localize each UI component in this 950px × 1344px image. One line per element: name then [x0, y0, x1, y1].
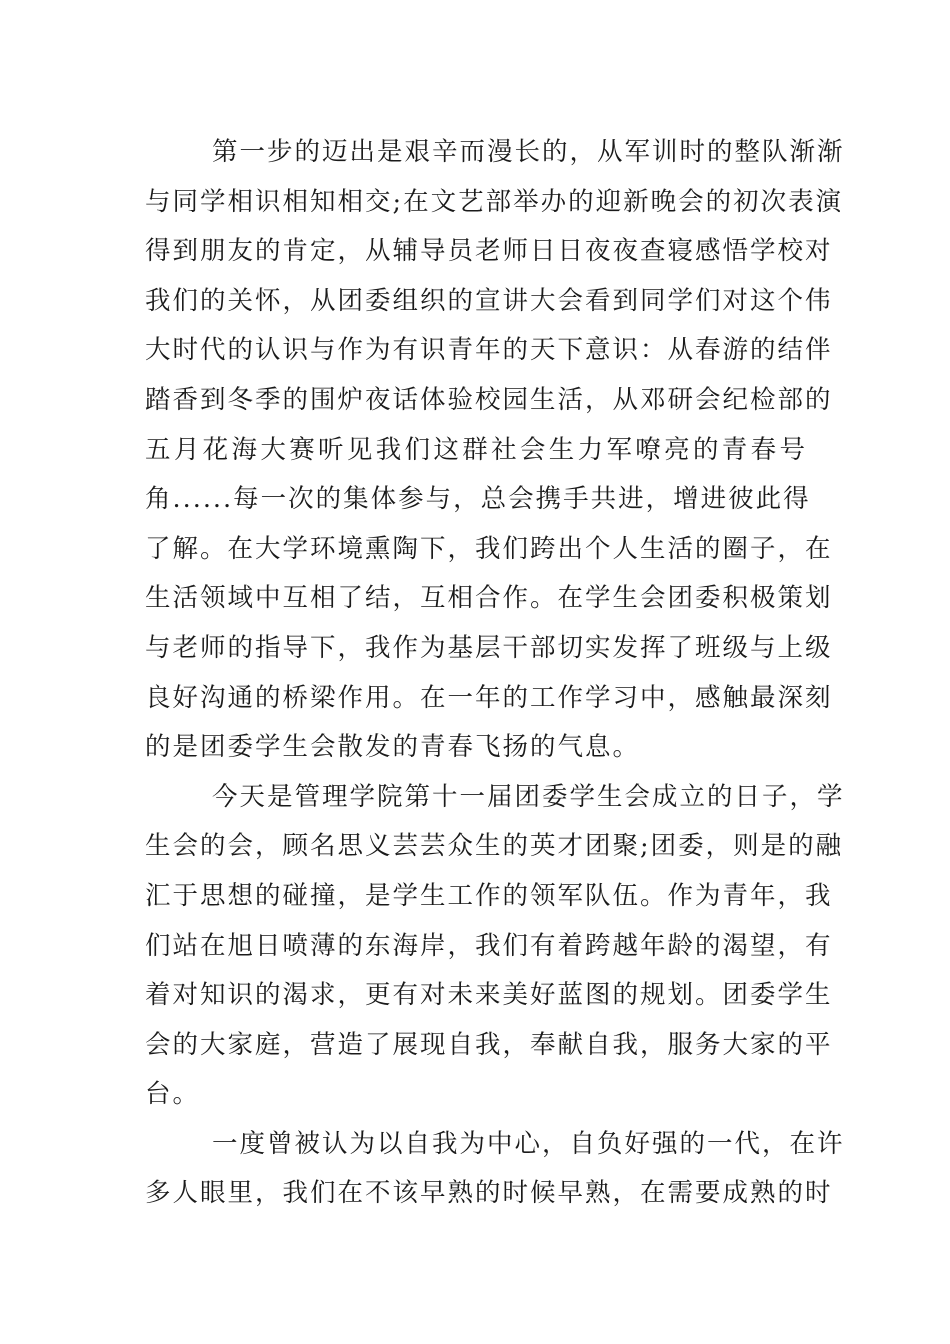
text-line: 与老师的指导下，我作为基层干部切实发挥了班级与上级 [145, 632, 833, 663]
paragraph-2 [145, 773, 845, 1120]
text-line: 生会的会，顾名思义芸芸众生的英才团聚;团委，则是的融 [145, 831, 844, 862]
text-line: 角......每一次的集体参与，总会携手共进，增进彼此得 [145, 484, 811, 515]
text-line: 的是团委学生会散发的青春飞扬的气息。 [145, 732, 641, 763]
text-line: 了解。在大学环境熏陶下，我们跨出个人生活的圈子，在 [145, 533, 833, 564]
text-line: 着对知识的渴求，更有对未来美好蓝图的规划。团委学生 [145, 980, 833, 1011]
paragraph-1 [145, 128, 845, 773]
text-line: 台。 [145, 1079, 201, 1110]
text-line: 第一步的迈出是艰辛而漫长的，从军训时的整队渐渐 [212, 137, 845, 167]
text-line: 踏香到冬季的围炉夜话体验校园生活，从邓研会纪检部的 [145, 384, 833, 415]
text-line: 得到朋友的肯定，从辅导员老师日日夜夜查寝感悟学校对 [145, 236, 833, 267]
text-line: 生活领域中互相了结，互相合作。在学生会团委积极策划 [145, 583, 833, 614]
text-line: 我们的关怀，从团委组织的宣讲大会看到同学们对这个伟 [145, 285, 833, 316]
text-line: 一度曾被认为以自我为中心，自负好强的一代，在许 [212, 1128, 845, 1159]
text-line: 多人眼里，我们在不该早熟的时候早熟，在需要成熟的时 [145, 1178, 833, 1209]
text-line: 汇于思想的碰撞，是学生工作的领军队伍。作为青年，我 [145, 880, 833, 911]
text-line: 们站在旭日喷薄的东海岸，我们有着跨越年龄的渴望，有 [145, 930, 833, 961]
text-line: 与同学相识相知相交;在文艺部举办的迎新晚会的初次表演 [145, 186, 844, 217]
paragraph-3 [145, 1120, 845, 1219]
text-line: 大时代的认识与作为有识青年的天下意识：从春游的结伴 [145, 335, 833, 366]
text-line: 会的大家庭，营造了展现自我，奉献自我，服务大家的平 [145, 1029, 833, 1060]
document-body [145, 128, 845, 1219]
text-line: 五月花海大赛听见我们这群社会生力军嘹亮的青春号 [145, 434, 807, 465]
text-line: 今天是管理学院第十一届团委学生会成立的日子，学 [212, 781, 845, 812]
text-line: 良好沟通的桥梁作用。在一年的工作学习中，感触最深刻 [145, 682, 833, 713]
